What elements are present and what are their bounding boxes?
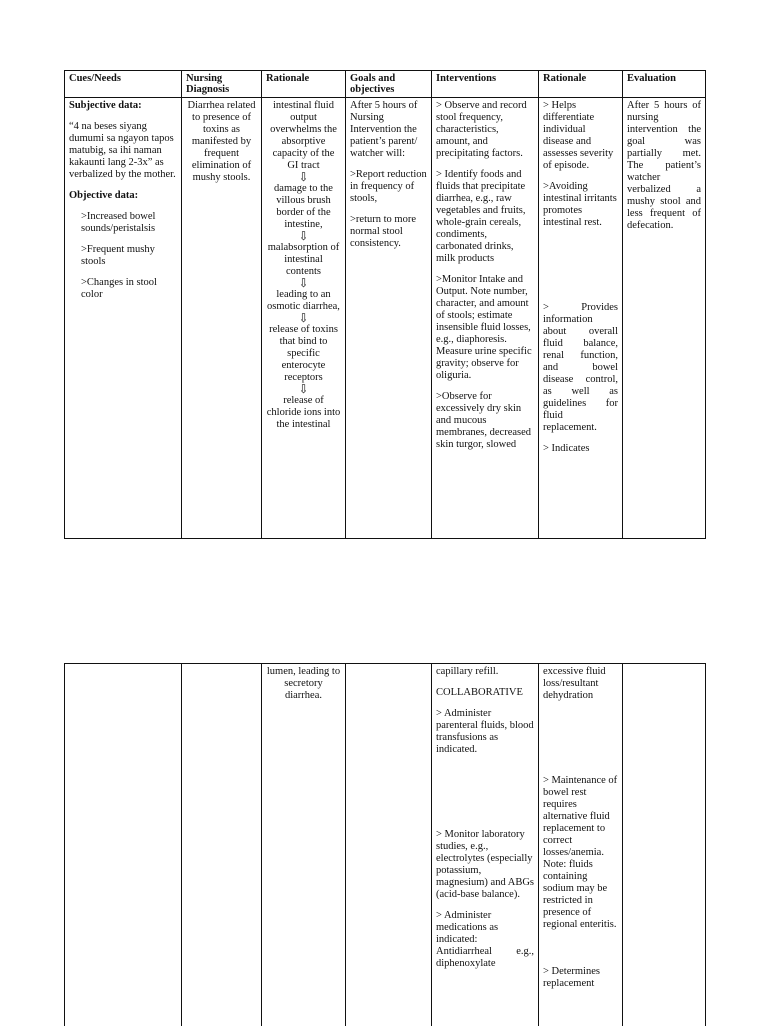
cues-cell: [65, 98, 182, 539]
header-interventions: Interventions: [432, 71, 539, 98]
goal-item: >return to more normal stool consistency.: [350, 214, 427, 250]
header-nursing-diagnosis: Nursing Diagnosis: [182, 71, 262, 98]
int-rationale-cell: [539, 98, 623, 539]
intervention-item: capillary refill.: [436, 666, 534, 678]
subjective-label: Subjective data:: [69, 100, 177, 112]
rationale-continued: lumen, leading to secretory diarrhea.: [266, 666, 341, 702]
table-row: [65, 664, 706, 1026]
care-plan-table-page1: [64, 70, 706, 539]
header-rationale: Rationale: [262, 71, 346, 98]
intervention-item: > Monitor laboratory studies, e.g., electrolytes (especially potassium, magnesium) and ABGs (acid-base balance).: [436, 829, 534, 901]
down-arrow-icon: ⇩: [266, 313, 341, 324]
header-goals: Goals and objectives: [346, 71, 432, 98]
rationale-step: leading to an osmotic diarrhea,: [266, 289, 341, 313]
rationale-cell: [262, 664, 346, 1026]
objective-item: >Frequent mushy stools: [69, 244, 177, 268]
objective-item: >Changes in stool color: [69, 277, 177, 301]
diagnosis-cell-empty: [182, 664, 262, 1026]
down-arrow-icon: ⇩: [266, 278, 341, 289]
intervention-item: >Observe for excessively dry skin and mucous membranes, decreased skin turgor, slowed: [436, 391, 534, 451]
evaluation-text: After 5 hours of nursing intervention the goal was partially met. The patient’s watcher verbalized a mushy stool and less frequent of defecation.: [627, 100, 701, 232]
int-rationale-item: >Avoiding intestinal irritants promotes intestinal rest.: [543, 181, 618, 229]
down-arrow-icon: ⇩: [266, 231, 341, 242]
rationale-step: intestinal fluid output overwhelms the absorptive capacity of the GI tract: [266, 100, 341, 172]
intervention-item: > Administer parenteral fluids, blood transfusions as indicated.: [436, 708, 534, 756]
goal-intro: After 5 hours of Nursing Intervention the patient’s parent/ watcher will:: [350, 100, 427, 160]
int-rationale-cell: [539, 664, 623, 1026]
header-int-rationale: Rationale: [539, 71, 623, 98]
down-arrow-icon: ⇩: [266, 384, 341, 395]
rationale-step: release of chloride ions into the intestinal: [266, 395, 341, 431]
table-row: [65, 98, 706, 539]
int-rationale-item: > Helps differentiate individual disease and assesses severity of episode.: [543, 100, 618, 172]
intervention-item: >Monitor Intake and Output. Note number, character, and amount of stools; estimate insensible fluid losses, e.g., diaphoresis. Measure urine specific gravity; observe for oliguria.: [436, 274, 534, 382]
intervention-item: > Administer medications as indicated:: [436, 910, 534, 946]
table-header-row: [65, 71, 706, 98]
header-cues: Cues/Needs: [65, 71, 182, 98]
rationale-step: malabsorption of intestinal contents: [266, 242, 341, 278]
intervention-item: Antidiarrheal e.g., diphenoxylate: [436, 946, 534, 970]
int-rationale-item: excessive fluid loss/resultant dehydration: [543, 666, 618, 702]
care-plan-table-page2: [64, 663, 706, 1026]
rationale-step: release of toxins that bind to specific enterocyte receptors: [266, 324, 341, 384]
down-arrow-icon: ⇩: [266, 172, 341, 183]
evaluation-cell-empty: [623, 664, 706, 1026]
int-rationale-item: > Provides information about overall fluid balance, renal function, and bowel disease control, as well as guidelines for fluid replacement.: [543, 302, 618, 434]
int-rationale-item: > Determines replacement: [543, 966, 618, 990]
collaborative-heading: COLLABORATIVE: [436, 687, 534, 699]
rationale-cell: [262, 98, 346, 539]
int-rationale-item: > Maintenance of bowel rest requires alternative fluid replacement to correct losses/anemia. Note: fluids containing sodium may be restricted in presence of regional enteritis.: [543, 775, 618, 931]
goal-item: >Report reduction in frequency of stools,: [350, 169, 427, 205]
objective-item: >Increased bowel sounds/peristalsis: [69, 211, 177, 235]
objective-label: Objective data:: [69, 190, 177, 202]
subjective-text: “4 na beses siyang dumumi sa ngayon tapos matubig, sa ihi naman kakaunti lang 2-3x” as verbalized by the mother.: [69, 121, 177, 181]
int-rationale-item: > Indicates: [543, 443, 618, 455]
diagnosis-cell: [182, 98, 262, 539]
intervention-item: > Identify foods and fluids that precipitate diarrhea, e.g., raw vegetables and fruits, whole-grain cereals, condiments, carbonated drinks, milk products: [436, 169, 534, 265]
evaluation-cell: [623, 98, 706, 539]
goals-cell-empty: [346, 664, 432, 1026]
header-evaluation: Evaluation: [623, 71, 706, 98]
rationale-step: damage to the villous brush border of the intestine,: [266, 183, 341, 231]
cues-cell-empty: [65, 664, 182, 1026]
diagnosis-text: Diarrhea related to presence of toxins as manifested by frequent elimination of mushy stools.: [186, 100, 257, 184]
interventions-cell: [432, 98, 539, 539]
goals-cell: [346, 98, 432, 539]
intervention-item: > Observe and record stool frequency, characteristics, amount, and precipitating factors.: [436, 100, 534, 160]
interventions-cell: [432, 664, 539, 1026]
